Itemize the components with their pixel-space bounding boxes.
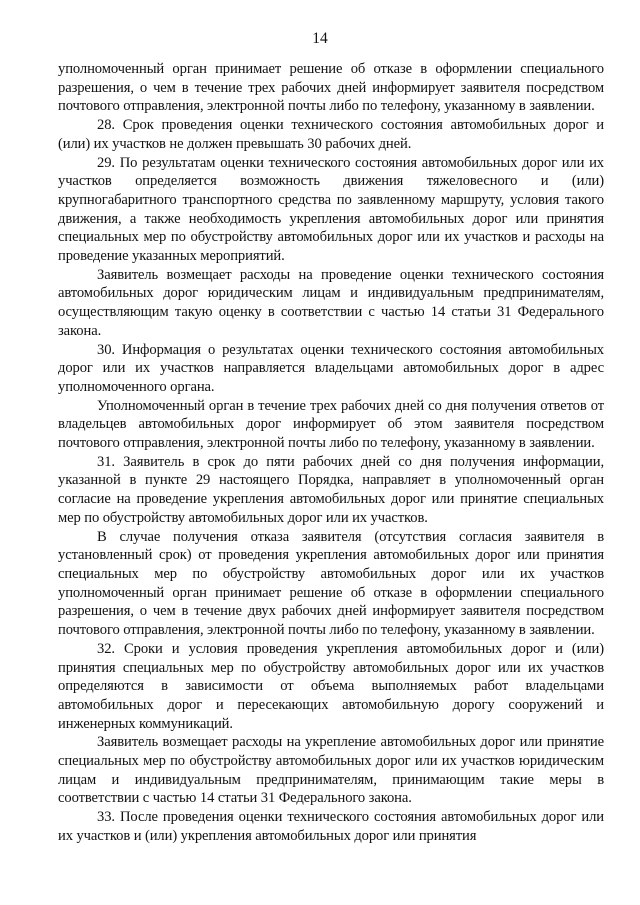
paragraph-item-30-notify: Уполномоченный орган в течение трех рабочих дней со дня получения ответов от владельцев автомобильных дорог информирует об этом заявителя посредством почтового отправления, электронной почты либо по телефону, указанному в заявлении. [58, 397, 604, 452]
paragraph-item-30: 30. Информация о результатах оценки технического состояния автомобильных дорог или их участков направляется владельцами автомобильных дорог в адрес уполномоченного органа. [58, 341, 604, 395]
paragraph-item-28: 28. Срок проведения оценки технического состояния автомобильных дорог и (или) их участков не должен превышать 30 рабочих дней. [58, 117, 604, 152]
paragraph-item-32-expenses: Заявитель возмещает расходы на укрепление автомобильных дорог или принятие специальных мер по обустройству автомобильных дорог или их участков юридическим лицам и индивидуальным предпринимателям, принимающим такие меры в соответствии с частью 14 статьи 31 Федерального закона. [58, 734, 604, 807]
page-number: 14 [312, 30, 328, 47]
paragraph-continuation: уполномоченный орган принимает решение об отказе в оформлении специального разрешения, о чем в течение трех рабочих дней информирует заявителя посредством почтового отправления, электронной почты либо по телефону, указанному в заявлении. [58, 61, 604, 115]
paragraph-item-31-refusal: В случае получения отказа заявителя (отсутствия согласия заявителя в установленный срок) от проведения укрепления автомобильных дорог или принятия специальных мер по обустройству автомобильных дорог или их участков уполномоченный орган принимает решение об отказе в оформлении специального разрешения, о чем в течение двух рабочих дней информирует заявителя посредством почтового отправления, электронной почты либо по телефону, указанному в заявлении. [58, 528, 604, 639]
paragraph-item-33: 33. После проведения оценки технического состояния автомобильных дорог или их участков и (или) укрепления автомобильных дорог или принятия [58, 809, 604, 844]
paragraph-item-29: 29. По результатам оценки технического состояния автомобильных дорог или их участков определяется возможность движения тяжеловесного и (или) крупногабаритного транспортного средства по заявленному маршруту, условия такого движения, а также необходимость укрепления автомобильных дорог или принятия специальных мер по обустройству автомобильных дорог или их участков и расходы на проведение указанных мероприятий. [58, 154, 604, 265]
body-text [58, 60, 604, 846]
paragraph-item-32: 32. Сроки и условия проведения укрепления автомобильных дорог и (или) принятия специальных мер по обустройству автомобильных дорог или их участков определяются в зависимости от объема выполняемых работ владельцами автомобильных дорог и пересекающих автомобильную дорогу сооружений и инженерных коммуникаций. [58, 640, 604, 732]
paragraph-item-29-expenses: Заявитель возмещает расходы на проведение оценки технического состояния автомобильных дорог юридическим лицам и индивидуальным предпринимателям, осуществляющим такую оценку в соответствии с частью 14 статьи 31 Федерального закона. [58, 266, 604, 339]
paragraph-item-31: 31. Заявитель в срок до пяти рабочих дней со дня получения информации, указанной в пункте 29 настоящего Порядка, направляет в уполномоченный орган согласие на проведение укрепления автомобильных дорог или принятие специальных мер по обустройству автомобильных дорог или их участков. [58, 453, 604, 526]
